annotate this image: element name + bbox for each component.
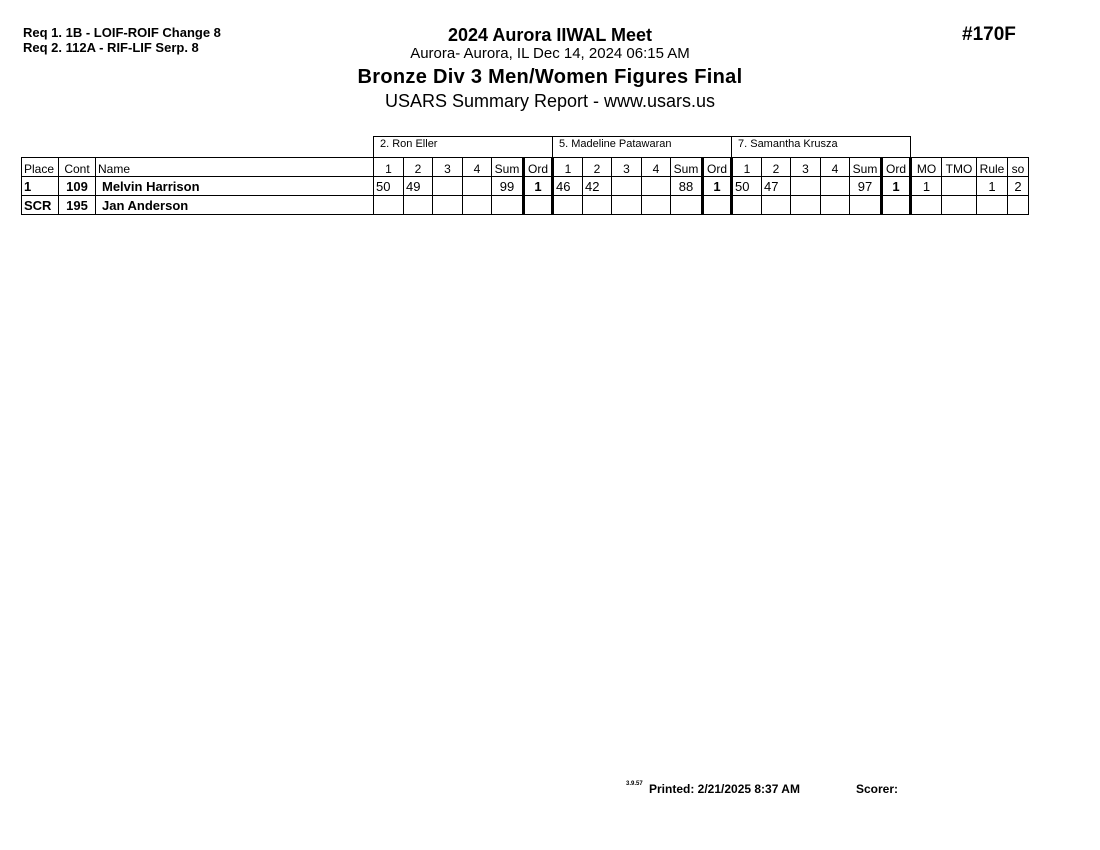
col-j2-sum: Sum bbox=[671, 158, 703, 177]
judge-row-spacer-right bbox=[911, 137, 1029, 158]
cell-j2-ord: 1 bbox=[703, 177, 732, 196]
meet-location-date: Aurora- Aurora, IL Dec 14, 2024 06:15 AM bbox=[410, 45, 690, 62]
col-j2-1: 1 bbox=[553, 158, 583, 177]
requirement-1: Req 1. 1B - LOIF-ROIF Change 8 bbox=[23, 25, 221, 40]
requirements-block bbox=[23, 25, 221, 55]
cell-tmo bbox=[942, 177, 977, 196]
cell-j3-4 bbox=[821, 196, 850, 215]
cell-rule: 1 bbox=[977, 177, 1008, 196]
col-j3-sum: Sum bbox=[850, 158, 882, 177]
cell-name: Jan Anderson bbox=[96, 196, 374, 215]
cell-j2-2: 42 bbox=[583, 177, 612, 196]
cell-j1-ord: 1 bbox=[524, 177, 553, 196]
cell-j2-4 bbox=[642, 196, 671, 215]
cell-j3-3 bbox=[791, 177, 821, 196]
col-rule: Rule bbox=[977, 158, 1008, 177]
cell-j2-2 bbox=[583, 196, 612, 215]
cell-name: Melvin Harrison bbox=[96, 177, 374, 196]
cell-j2-1 bbox=[553, 196, 583, 215]
event-number: #170F bbox=[962, 24, 1016, 45]
cell-j2-sum bbox=[671, 196, 703, 215]
cell-j1-2 bbox=[404, 196, 433, 215]
col-j1-sum: Sum bbox=[492, 158, 524, 177]
cell-j2-ord bbox=[703, 196, 732, 215]
cell-place: 1 bbox=[22, 177, 59, 196]
cell-j3-4 bbox=[821, 177, 850, 196]
report-subtitle: USARS Summary Report - www.usars.us bbox=[384, 91, 716, 111]
cell-j1-3 bbox=[433, 177, 463, 196]
col-j1-4: 4 bbox=[463, 158, 492, 177]
col-j2-4: 4 bbox=[642, 158, 671, 177]
cell-rule bbox=[977, 196, 1008, 215]
cell-j1-sum bbox=[492, 196, 524, 215]
cell-cont: 195 bbox=[59, 196, 96, 215]
cell-j3-2 bbox=[762, 196, 791, 215]
cell-j3-1: 50 bbox=[732, 177, 762, 196]
cell-j3-sum: 97 bbox=[850, 177, 882, 196]
col-j1-3: 3 bbox=[433, 158, 463, 177]
cell-tmo bbox=[942, 196, 977, 215]
cell-j2-3 bbox=[612, 196, 642, 215]
cell-j1-sum: 99 bbox=[492, 177, 524, 196]
col-j3-4: 4 bbox=[821, 158, 850, 177]
col-j3-ord: Ord bbox=[882, 158, 911, 177]
judge-name-1: 2. Ron Eller bbox=[374, 137, 553, 158]
col-j1-ord: Ord bbox=[524, 158, 553, 177]
column-header-row bbox=[22, 158, 1029, 177]
printed-timestamp: Printed: 2/21/2025 8:37 AM bbox=[649, 782, 800, 796]
meet-title: 2024 Aurora IIWAL Meet bbox=[447, 25, 653, 45]
cell-j2-3 bbox=[612, 177, 642, 196]
cell-place: SCR bbox=[22, 196, 59, 215]
cell-j3-3 bbox=[791, 196, 821, 215]
cell-j1-1 bbox=[374, 196, 404, 215]
cell-j2-4 bbox=[642, 177, 671, 196]
col-place: Place bbox=[22, 158, 59, 177]
col-j2-3: 3 bbox=[612, 158, 642, 177]
judge-name-2: 5. Madeline Patawaran bbox=[553, 137, 732, 158]
col-cont: Cont bbox=[59, 158, 96, 177]
results-table bbox=[21, 136, 1029, 215]
cell-j1-4 bbox=[463, 177, 492, 196]
cell-cont: 109 bbox=[59, 177, 96, 196]
judge-header-row bbox=[22, 137, 1029, 158]
table-row bbox=[22, 196, 1029, 215]
col-j1-1: 1 bbox=[374, 158, 404, 177]
col-j3-1: 1 bbox=[732, 158, 762, 177]
col-tmo: TMO bbox=[942, 158, 977, 177]
cell-j3-ord: 1 bbox=[882, 177, 911, 196]
cell-mo bbox=[911, 196, 942, 215]
cell-j2-sum: 88 bbox=[671, 177, 703, 196]
cell-j3-2: 47 bbox=[762, 177, 791, 196]
cell-so: 2 bbox=[1008, 177, 1029, 196]
judge-row-spacer bbox=[22, 137, 374, 158]
col-so: so bbox=[1008, 158, 1029, 177]
requirement-2: Req 2. 112A - RIF-LIF Serp. 8 bbox=[23, 40, 199, 55]
cell-j3-1 bbox=[732, 196, 762, 215]
cell-j3-ord bbox=[882, 196, 911, 215]
cell-j1-1: 50 bbox=[374, 177, 404, 196]
cell-j1-ord bbox=[524, 196, 553, 215]
col-mo: MO bbox=[911, 158, 942, 177]
event-title: Bronze Div 3 Men/Women Figures Final bbox=[357, 66, 743, 88]
col-name: Name bbox=[96, 158, 374, 177]
cell-j1-3 bbox=[433, 196, 463, 215]
cell-j3-sum bbox=[850, 196, 882, 215]
software-version: 3.9.57 bbox=[626, 781, 643, 787]
cell-mo: 1 bbox=[911, 177, 942, 196]
cell-j1-4 bbox=[463, 196, 492, 215]
cell-so bbox=[1008, 196, 1029, 215]
col-j3-3: 3 bbox=[791, 158, 821, 177]
col-j3-2: 2 bbox=[762, 158, 791, 177]
col-j2-2: 2 bbox=[583, 158, 612, 177]
cell-j2-1: 46 bbox=[553, 177, 583, 196]
scorer-label: Scorer: bbox=[856, 782, 899, 796]
cell-j1-2: 49 bbox=[404, 177, 433, 196]
table-row bbox=[22, 177, 1029, 196]
col-j2-ord: Ord bbox=[703, 158, 732, 177]
judge-name-3: 7. Samantha Krusza bbox=[732, 137, 911, 158]
report-header bbox=[300, 25, 800, 112]
col-j1-2: 2 bbox=[404, 158, 433, 177]
